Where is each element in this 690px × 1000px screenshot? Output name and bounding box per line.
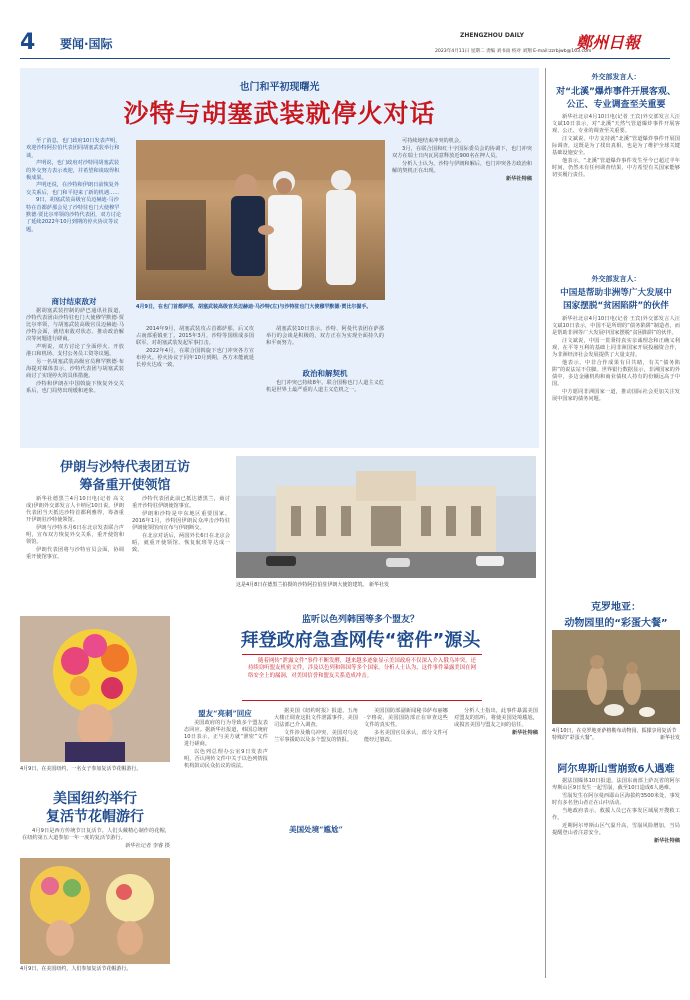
parade-photo-1-caption: 4月9日，在美国纽约，一名女子参加复活节花帽游行。 <box>20 766 142 772</box>
embassy-building-image <box>236 456 536 578</box>
byline: 新华社特稿 <box>512 730 538 736</box>
paragraph: 伊朗和沙特是中东地区重要国家。2016年1月，沙特因伊朗民众冲击沙特驻伊朗使领馆而宣布与伊朗断交。 <box>132 511 230 531</box>
spy-body-col3 <box>364 708 448 745</box>
spy-leak-article <box>182 608 539 980</box>
parade-photo-2 <box>20 858 170 964</box>
paragraph: 4月9日是西方传统节日复活节。人们头戴精心制作的花帽，在纽约第五大道参加一年一度的复活节游行。 <box>22 828 170 841</box>
paper-logo: 鄭州日報 <box>576 33 641 52</box>
paragraph: 分析人士认为，沙特与伊朗和解后，也门冲突各方政治和解的契机正在出现。 <box>392 161 532 174</box>
paragraph: 伊朗代表团将与沙特官员会面，协调重开使馆事宜。 <box>26 547 124 560</box>
zoo-kicker: 克罗地亚： <box>591 602 641 613</box>
flower-hat-image <box>20 616 170 762</box>
meerkat-image <box>552 630 680 724</box>
spy-body-col4 <box>454 708 538 738</box>
iran-body-col2 <box>132 496 230 555</box>
avalanche-headline: 阿尔卑斯山雪崩致6人遇难 <box>557 764 675 775</box>
meerkat-credit: 新华社发 <box>659 734 680 741</box>
embassy-photo <box>236 456 536 578</box>
paragraph: 声明说，双方讨论了全面停火、开放港口和机场、支付公务员工资等议题。 <box>26 344 124 357</box>
lead-headline: 沙特与胡塞武装就停火对话 <box>123 99 436 128</box>
africa-body <box>552 316 680 404</box>
paragraph: 据法国媒体10日报道，法国东南部上萨瓦省的阿尔卑斯山区9日发生一起雪崩，截至10日造成6人遇难。 <box>552 778 680 791</box>
subhead-ending-hostilities: 商讨结束敌对 <box>51 297 97 306</box>
lead-body-col4 <box>392 138 532 184</box>
paragraph: 新华社德黑兰4月10日电(记者 高文成)伊朗外交部发言人卡纳尼10日说，伊朗代表团当天抵达沙特首都利雅得，筹备重开伊朗驻沙特使领馆。 <box>26 496 124 523</box>
credit: 新华社记者 李睿 摄 <box>125 843 170 849</box>
avalanche-body <box>552 778 680 846</box>
paragraph: 3月，在联合国和红十字国际委员会的协调下，也门冲突双方在瑞士日内瓦同意释放近900名在押人员。 <box>392 146 532 159</box>
paragraph: 雪崩发生在阿尔曼西耶山区海拔约3500米处，事发时有多名登山者正在山中活动。 <box>552 793 680 806</box>
nordstream-headline-line2: 公正、专业调查至关重要 <box>566 100 666 110</box>
paragraph: 在北京对话后，两国外长6日在北京会晤，就重开使领馆、恢复航班等达成一致。 <box>132 533 230 553</box>
paragraph: 汪文斌说，中国一贯秉持真实亲诚理念和正确义利观，在平等互利的基础上同非洲国家开展投融资合作，为非洲经济社会发展提供了大量支持。 <box>552 338 680 358</box>
meerkat-photo <box>552 630 680 724</box>
masthead-rule <box>20 58 670 59</box>
paragraph: 多名美国官员承认，部分文件可能经过篡改。 <box>364 730 448 743</box>
paragraph: 也门冲突已持续8年。联合国称也门人道主义危机是世界上最严重的人道主义危机之一。 <box>266 380 384 393</box>
paragraph: 美国政府的行为导致多个盟友表态回应。据新华社报道，韩国总统府10日表示，正与美方就“泄密”文件进行磋商。 <box>184 720 268 747</box>
paragraph: 汪文斌说，中方支持就“北溪”管道爆炸事件开展国际调查，这既是为了找出真相，也是为了维护全球关键基础设施安全。 <box>552 136 680 156</box>
spy-summary-rule-top <box>242 654 482 655</box>
paragraph: 美国国防部副新闻秘书萨布丽娜·辛格说，美国国防部正在审查这些文件的真实性。 <box>364 708 448 728</box>
paragraph: 另一名胡塞武装高级官员穆罕默德·布海提对媒体表示，沙特代表团与胡塞武装商讨了实现停火的具体措施。 <box>26 359 124 379</box>
lead-photo <box>136 140 385 300</box>
lead-photo-caption: 4月9日，在也门首都萨那，胡塞武装高级官员迈赫迪·马沙特(左)与沙特驻也门大使穆罕默德·贾比尔握手。 <box>136 304 372 310</box>
parade-headline-line1: 美国纽约举行 <box>53 791 137 807</box>
paragraph: 文件涉及俄乌冲突、美国对乌克兰军事援助以及多个盟友的情报。 <box>274 730 358 743</box>
parade-headline-line2: 复活节花帽游行 <box>46 809 144 825</box>
issue-meta: 2023年4月11日 星期二 责编 刘书雨 校对 刘翔 E-mail:zzrbjwb@163.com <box>435 49 592 54</box>
nordstream-body <box>552 114 680 180</box>
lead-body-col3 <box>266 326 384 348</box>
paragraph: 新华社北京4月10日电(记者 王宾)外交部发言人汪文斌10日表示，对“北溪”天然气管道爆炸事件开展客观、公正、专业的调查至关重要。 <box>552 114 680 134</box>
parade-photo-1 <box>20 616 170 762</box>
lead-body-col3b <box>266 380 384 395</box>
paragraph: 据美国《纽约时报》报道，五角大楼正调查这批文件泄露事件，美国司法部已介入调查。 <box>274 708 358 728</box>
meerkat-caption-text: 4月10日，在克罗地亚萨格勒布动物园，狐獴享用复活节特殊的“彩蛋大餐”。 <box>552 728 677 741</box>
lead-body-col1 <box>26 308 124 396</box>
paper-english-name: ZHENGZHOU DAILY <box>460 32 524 39</box>
meerkat-caption <box>552 728 680 741</box>
spy-body-col2 <box>274 708 358 745</box>
paragraph: 可持续地结束冲突的机会。 <box>402 138 465 144</box>
spy-summary: 随着网传“泄露文件”事件不断发酵，越来越多迹象显示美国政府不仅深入介入俄乌冲突，还持续窃听盟友机密文件，涉及以色列和韩国等多个国家。分析人士认为，这件事件暴露美国在网络安全上的漏洞，对美国信誉和盟友关系造成冲击。 <box>248 658 476 679</box>
lead-article-panel <box>20 68 539 448</box>
paragraph: 中方愿同非洲国家一道，推动国际社会更加关注发展中国家的债务问题。 <box>552 389 680 402</box>
africa-headline-line1: 中国是帮助非洲等广大发展中 <box>560 288 672 298</box>
right-column <box>552 68 680 980</box>
spy-headline: 拜登政府急查网传“密件”源头 <box>240 630 481 651</box>
summary-para: 声明还说，在沙特和伊朗日前恢复外交关系后，也门和平迎来了新的机遇…… <box>26 182 120 196</box>
africa-headline-line2: 国家摆脱“贫困陷阱”的伙伴 <box>563 301 669 311</box>
paragraph: 他表示，“北溪”管道爆炸事件发生至今已超过半年时间，仍然未有任何调查结果，中方希望有关国家能够切实履行责任。 <box>552 158 680 178</box>
subhead-political-reconciliation: 政治和解契机 <box>302 369 348 378</box>
summary-para: 至了消息，也门政府10日发表声明，欢迎沙特阿拉伯代表团同胡塞武装举行和谈。 <box>26 138 121 159</box>
africa-kicker: 外交部发言人： <box>591 275 641 283</box>
paragraph: 沙特和伊朗在中国斡旋下恢复外交关系后，也门局势出现缓和迹象。 <box>26 381 124 394</box>
zoo-headline: 动物园里的“彩蛋大餐” <box>564 618 668 629</box>
nordstream-kicker: 外交部发言人： <box>591 73 641 81</box>
paragraph: 据胡塞武装控制的萨巴通讯社报道，沙特代表团由沙特驻也门大使穆罕默德·贾比尔率领，与胡塞武装高级官员迈赫迪·马沙特会面，就结束敌对状态、推动政治解决等问题进行磋商。 <box>26 308 124 342</box>
iran-headline-line1: 伊朗与沙特代表团互访 <box>59 460 190 475</box>
lead-summary <box>26 138 122 288</box>
subhead-allies-respond: 盟友“亮刺”回应 <box>198 709 252 718</box>
paragraph: 以色列总理办公室9日发表声明，否认网传文件中关于以色列情报机构鼓动民众抗议的说法。 <box>184 749 268 769</box>
paragraph: 2022年4月，在联合国斡旋下也门冲突各方宣布停火。停火协议于同年10月到期，各方未能就延长停火达成一致。 <box>136 348 254 368</box>
section-title: 要闻·国际 <box>60 37 113 51</box>
parade-body <box>22 828 170 851</box>
paragraph: 他表示，中非合作成果有目共睹，有关“债务陷阱”的说法站不住脚。世界银行数据显示，非洲国家的外债中，多边金融机构和商业债权人持有的份额远高于中国。 <box>552 360 680 387</box>
column-divider <box>545 68 546 978</box>
paragraph: 胡塞武装10日表示，沙特、阿曼代表团在萨那举行的会谈是积极的，双方正在为实现全面持久的和平而努力。 <box>266 326 384 346</box>
spy-body-col1 <box>184 720 268 771</box>
paragraph: 近期阿尔卑斯山区气温升高，雪崩风险增加，当局提醒登山者注意安全。 <box>552 823 680 836</box>
byline: 新华社特稿 <box>654 838 680 844</box>
parade-photo-2-caption: 4月9日，在美国纽约，人们参加复活节花帽游行。 <box>20 966 132 972</box>
lead-body-col2 <box>136 326 254 370</box>
summary-para: 9日，胡塞武装高级官员迈赫迪·马沙特在首都萨那会见了沙特驻也门大使穆罕默德·贾比尔率领的沙特代表团，双方讨论了延续2022年10月到期的停火协议等议题。 <box>26 197 122 233</box>
paragraph: 2014年9月，胡塞武装攻占首都萨那，后又攻占南部重镇亚丁。2015年3月，沙特等国组成多国联军，对胡塞武装发起军事打击。 <box>136 326 254 346</box>
iran-body-col1 <box>26 496 124 562</box>
byline: 新华社特稿 <box>506 176 532 182</box>
embassy-photo-caption: 这是4月8日在德黑兰拍摄的沙特阿拉伯驻伊朗大使馆建筑。 新华社发 <box>236 582 389 588</box>
masthead <box>20 28 670 62</box>
iran-saudi-article <box>20 452 539 602</box>
lead-kicker: 也门和平初现曙光 <box>239 82 320 93</box>
paragraph: 沙特代表团此前已抵达德黑兰，商讨重开沙特驻伊朗使馆事宜。 <box>132 496 230 509</box>
parade-crowd-image <box>20 858 170 964</box>
meeting-scene-image <box>136 140 385 300</box>
spy-kicker: 监听以色列韩国等多个盟友？ <box>301 615 419 625</box>
iran-headline-line2: 筹备重开使领馆 <box>79 478 171 493</box>
paragraph: 新华社北京4月10日电(记者 王宾)外交部发言人汪文斌10日表示，中国不是所谓的“债务陷阱”制造者，而是帮助非洲等广大发展中国家摆脱“贫困陷阱”的伙伴。 <box>552 316 680 336</box>
spy-summary-rule-bottom <box>242 700 482 701</box>
page-number: 4 <box>20 30 36 55</box>
easter-parade-section <box>20 608 176 978</box>
paragraph: 伊朗与沙特本月6日在北京发表联合声明，宣布双方恢复外交关系，重开使馆和领馆。 <box>26 525 124 545</box>
nordstream-headline-line1: 对“北溪”爆炸事件开展客观、 <box>556 87 676 97</box>
paragraph: 当地政府表示，救援人员已在事发区域展开搜救工作。 <box>552 808 680 821</box>
paragraph: 分析人士指出，此事件暴露美国对盟友的监听，将使美国处境尴尬，或损害美国与盟友之间的信任。 <box>454 708 538 728</box>
subhead-us-awkward: 美国处境“尴尬” <box>289 825 343 834</box>
summary-para: 声明说，也门政府对沙特同胡塞武装的外交努力表示欢迎，并希望和谈取得积极成果。 <box>26 160 120 182</box>
